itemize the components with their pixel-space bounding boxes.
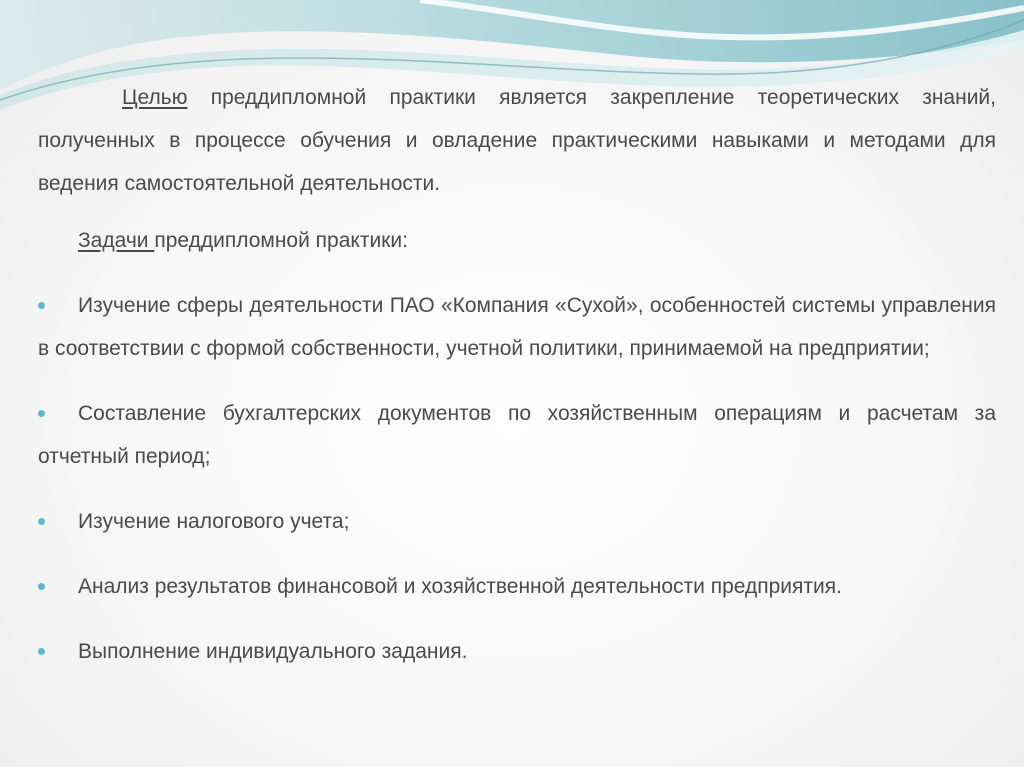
task-item [38,500,996,543]
task-item-text: Изучение налогового учета; [78,510,350,533]
slide-body [38,76,996,673]
tasks-heading-text: преддипломной практики: [154,229,408,252]
task-item-text: Анализ результатов финансовой и хозяйственной деятельности предприятия. [78,575,842,598]
task-item-text: Выполнение индивидуального задания. [78,640,468,663]
task-item [38,284,996,370]
bullet-dot-icon [38,583,45,590]
task-item-text: Составление бухгалтерских документов по хозяйственным операциям и расчетам за отчетный период; [38,402,996,468]
tasks-heading [38,219,996,262]
bullet-dot-icon [38,648,45,655]
bullet-dot-icon [38,302,45,309]
task-item-text: Изучение сферы деятельности ПАО «Компания «Сухой», особенностей системы управления в соответствии с формой собственности, учетной политики, принимаемой на предприятии; [38,294,996,360]
goal-lead-word: Целью [122,86,188,109]
goal-text: преддипломной практики является закрепление теоретических знаний, полученных в процессе обучения и овладение практическими навыками и методами для ведения самостоятельной деятельности. [38,86,996,195]
goal-paragraph [38,76,996,205]
task-item [38,630,996,673]
task-item [38,392,996,478]
bullet-dot-icon [38,518,45,525]
bullet-dot-icon [38,410,45,417]
tasks-heading-lead: Задачи [78,229,155,252]
task-item [38,565,996,608]
